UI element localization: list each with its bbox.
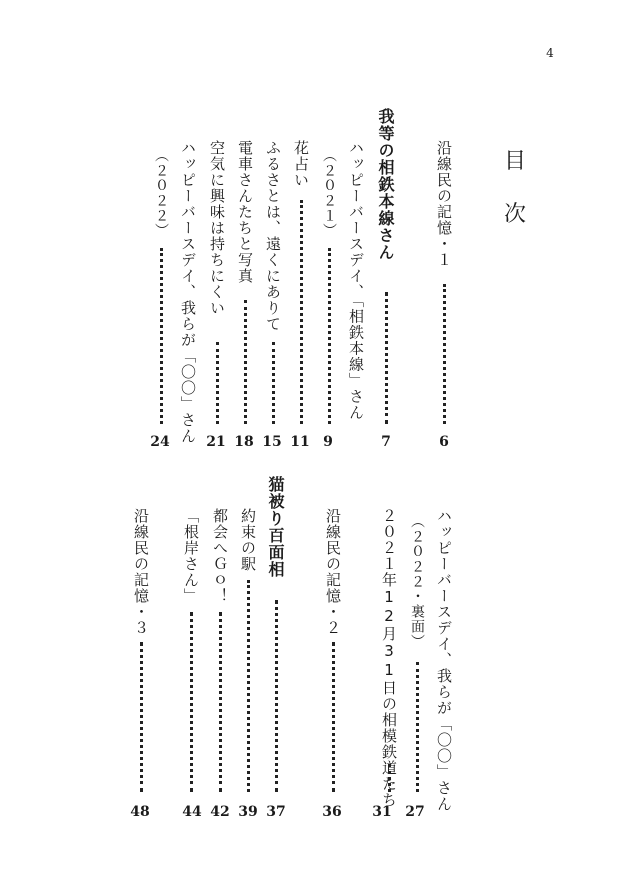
toc-page-number: 27 [405, 804, 425, 820]
toc-page-number: 11 [290, 434, 310, 450]
toc-page-number: 44 [182, 804, 202, 820]
leader-dots [300, 200, 303, 424]
toc-entry-label: （２０２２・裏面） [409, 514, 425, 649]
toc-entry-label: 沿線民の記憶・３ [132, 508, 150, 636]
toc-entry-label: ハッピーバースデイ、我らが「〇〇」さん [179, 140, 197, 444]
page-number: 4 [546, 46, 554, 60]
leader-dots [244, 300, 247, 424]
toc-entry-label: 「根岸さん」 [182, 508, 200, 604]
toc-entry-label: ハッピーバースデイ、「相鉄本線」さん [347, 140, 365, 421]
toc-page-number: 36 [322, 804, 342, 820]
leader-dots [216, 342, 219, 424]
toc-page-number: 21 [206, 434, 226, 450]
toc-entry-label: ふるさとは、遠くにありて [264, 140, 282, 332]
leader-dots [328, 248, 331, 424]
leader-dots [332, 642, 335, 792]
toc-page-number: 42 [210, 804, 230, 820]
leader-dots [190, 612, 193, 792]
toc-page-number: 37 [266, 804, 286, 820]
toc-entry-label: 花占い [292, 140, 310, 188]
toc-page-number: 24 [150, 434, 170, 450]
toc-entry-label: ２０２１年12月31日の相模鉄道たち [380, 508, 398, 808]
toc-title-char: 次 [503, 202, 526, 227]
leader-dots [140, 642, 143, 792]
leader-dots [160, 248, 163, 424]
toc-title-char: 目 [503, 149, 526, 174]
leader-dots [385, 292, 388, 424]
toc-section-label: 猫被り百面相 [266, 476, 285, 578]
toc-entry-label: 都会へＧｏ！ [211, 508, 229, 604]
toc-page-number: 9 [323, 434, 333, 450]
toc-title [498, 144, 532, 228]
toc-page-number: 6 [439, 434, 449, 450]
toc-entry-label: ハッピーバースデイ、我らが「〇〇」さん [435, 508, 453, 812]
leader-dots [416, 662, 419, 792]
toc-entry-label: 約束の駅 [239, 508, 257, 572]
toc-entry-label: 空気に興味は持ちにくい [208, 140, 226, 316]
toc-entry-label: 電車さんたちと写真 [236, 140, 254, 284]
toc-section-label: 我等の相鉄本線さん [376, 108, 395, 261]
leader-dots [272, 342, 275, 424]
toc-page-number: 15 [262, 434, 282, 450]
toc-entry-label: （２０２２） [153, 148, 169, 238]
toc-entry-label: 沿線民の記憶・２ [324, 508, 342, 636]
leader-dots [443, 284, 446, 424]
leader-dots [275, 600, 278, 792]
toc-entry-label: （２０２１） [321, 148, 337, 238]
toc-page-number: 39 [238, 804, 258, 820]
toc-page-number: 31 [372, 804, 392, 820]
toc-page-number: 7 [381, 434, 391, 450]
toc-page-number: 48 [130, 804, 150, 820]
leader-dots [388, 764, 391, 792]
leader-dots [247, 580, 250, 792]
toc-entry-label: 沿線民の記憶・１ [435, 140, 453, 268]
toc-page-number: 18 [234, 434, 254, 450]
leader-dots [219, 612, 222, 792]
